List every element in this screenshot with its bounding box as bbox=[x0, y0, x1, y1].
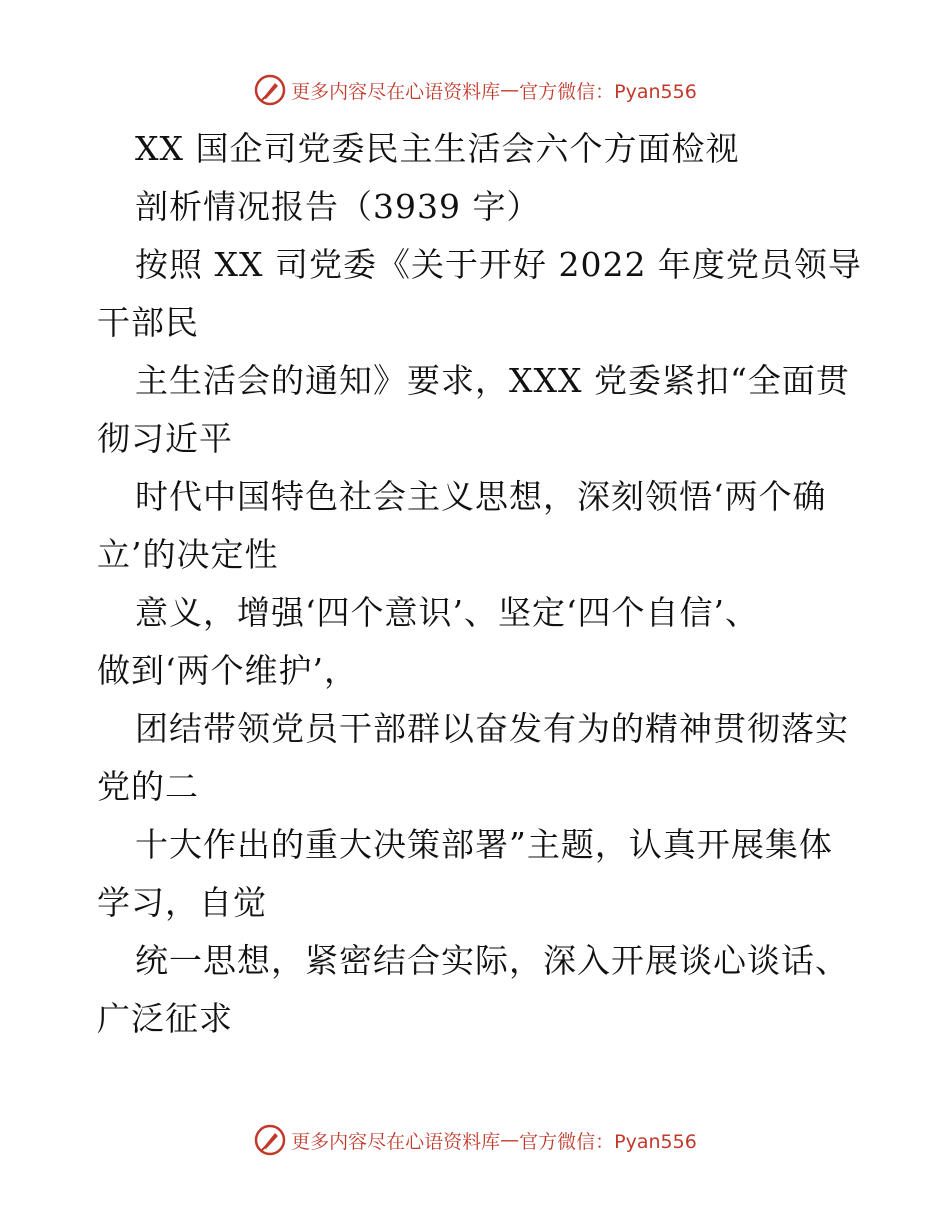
feather-pen-logo-icon bbox=[253, 1123, 287, 1157]
watermark-contact: 官方微信：Pyan556 bbox=[519, 1130, 697, 1153]
watermark-separator: — bbox=[500, 1129, 520, 1151]
doc-paragraph-line: 做到‘两个维护’， bbox=[97, 651, 358, 690]
doc-paragraph-line: 广泛征求 bbox=[97, 999, 233, 1038]
watermark-text: 更多内容尽在心语资料库 bbox=[291, 80, 501, 103]
doc-paragraph-line: 党的二 bbox=[97, 767, 199, 806]
doc-title-line-1: XX 国企司党委民主生活会六个方面检视 bbox=[135, 129, 740, 168]
watermark-text: 更多内容尽在心语资料库 bbox=[291, 1130, 501, 1153]
watermark-separator: — bbox=[500, 79, 520, 101]
doc-paragraph-line: 意义，增强‘四个意识’、坚定‘四个自信’、 bbox=[135, 593, 759, 632]
doc-paragraph-line: 十大作出的重大决策部署”主题，认真开展集体 bbox=[135, 825, 833, 864]
footer-watermark bbox=[0, 1120, 950, 1160]
doc-paragraph-line: 团结带领党员干部群以奋发有为的精神贯彻落实 bbox=[135, 709, 849, 748]
doc-paragraph-line: 时代中国特色社会主义思想，深刻领悟‘两个确 bbox=[135, 477, 827, 516]
doc-paragraph-line: 彻习近平 bbox=[97, 419, 233, 458]
doc-paragraph-line: 学习，自觉 bbox=[97, 883, 267, 922]
doc-paragraph-line: 按照 XX 司党委《关于开好 2022 年度党员领导 bbox=[135, 245, 862, 284]
doc-paragraph-line: 干部民 bbox=[97, 303, 199, 342]
header-watermark bbox=[0, 70, 950, 110]
doc-paragraph-line: 立’的决定性 bbox=[97, 535, 279, 574]
doc-paragraph-line: 统一思想，紧密结合实际，深入开展谈心谈话、 bbox=[135, 941, 849, 980]
document-body bbox=[97, 120, 862, 1048]
doc-paragraph-line: 主生活会的通知》要求，XXX 党委紧扣“全面贯 bbox=[135, 361, 850, 400]
watermark-contact: 官方微信：Pyan556 bbox=[519, 80, 697, 103]
doc-title-line-2: 剖析情况报告（3939 字） bbox=[135, 187, 541, 226]
feather-pen-logo-icon bbox=[253, 73, 287, 107]
